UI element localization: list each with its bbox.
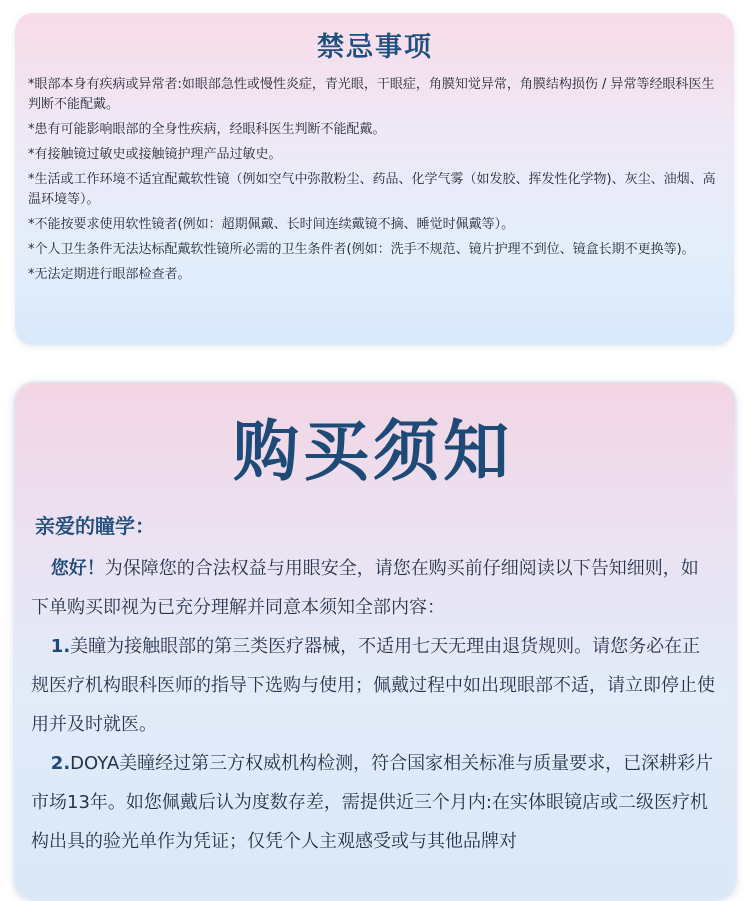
- contraindication-item: *无法定期进行眼部检查者。: [28, 267, 191, 282]
- contraindication-item: *生活或工作环境不适宜配戴软性镜（例如空气中弥散粉尘、药品、化学气雾（如发胶、挥发性化学物)、灰尘、油烟、高温环境等）。: [28, 172, 716, 207]
- contraindication-item: *有接触镜过敏史或接触镜护理产品过敏史。: [28, 147, 282, 162]
- contraindications-title: 禁忌事项: [317, 32, 433, 63]
- contraindication-item: *患有可能影响眼部的全身性疾病，经眼科医生判断不能配戴。: [28, 122, 386, 137]
- notice-item-number: 2.: [50, 753, 71, 774]
- purchase-notice-card: [13, 381, 737, 901]
- intro-lead: 您好！: [50, 558, 105, 579]
- contraindication-item: *个人卫生条件无法达标配戴软性镜所必需的卫生条件者(例如：洗手不规范、镜片护理不到位、镜盒长期不更换等)。: [28, 242, 695, 257]
- contraindication-item: *眼部本身有疾病或异常者:如眼部急性或慢性炎症，青光眼，干眼症，角膜知觉异常，角膜结构损伤 / 异常等经眼科医生判断不能配戴。: [28, 77, 715, 112]
- purchase-notice-title: 购买须知: [233, 413, 513, 490]
- greeting: 亲爱的瞳学：: [35, 514, 155, 538]
- notice-item-text: DOYA美瞳经过第三方权威机构检测，符合国家相关标准与质量要求，已深耕彩片市场13年。如您佩戴后认为度数存差，需提供近三个月内:在实体眼镜店或二级医疗机构出具的验光单作为凭证；仅凭个人主观感受或与其他品牌对: [31, 753, 714, 852]
- notice-item-number: 1.: [50, 636, 71, 657]
- contraindications-card: [15, 13, 734, 345]
- notice-item: [31, 744, 715, 861]
- notice-intro: [31, 549, 715, 627]
- notice-item-text: 美瞳为接触眼部的第三类医疗器械，不适用七天无理由退货规则。请您务必在正规医疗机构眼科医师的指导下选购与使用；佩戴过程中如出现眼部不适，请立即停止使用并及时就医。: [31, 636, 715, 735]
- contraindication-item: *不能按要求使用软性镜者(例如：超期佩戴、长时间连续戴镜不摘、睡觉时佩戴等）。: [28, 217, 515, 232]
- notice-item: [31, 627, 715, 744]
- intro-text: 为保障您的合法权益与用眼安全，请您在购买前仔细阅读以下告知细则，如下单购买即视为已充分理解并同意本须知全部内容：: [31, 558, 699, 618]
